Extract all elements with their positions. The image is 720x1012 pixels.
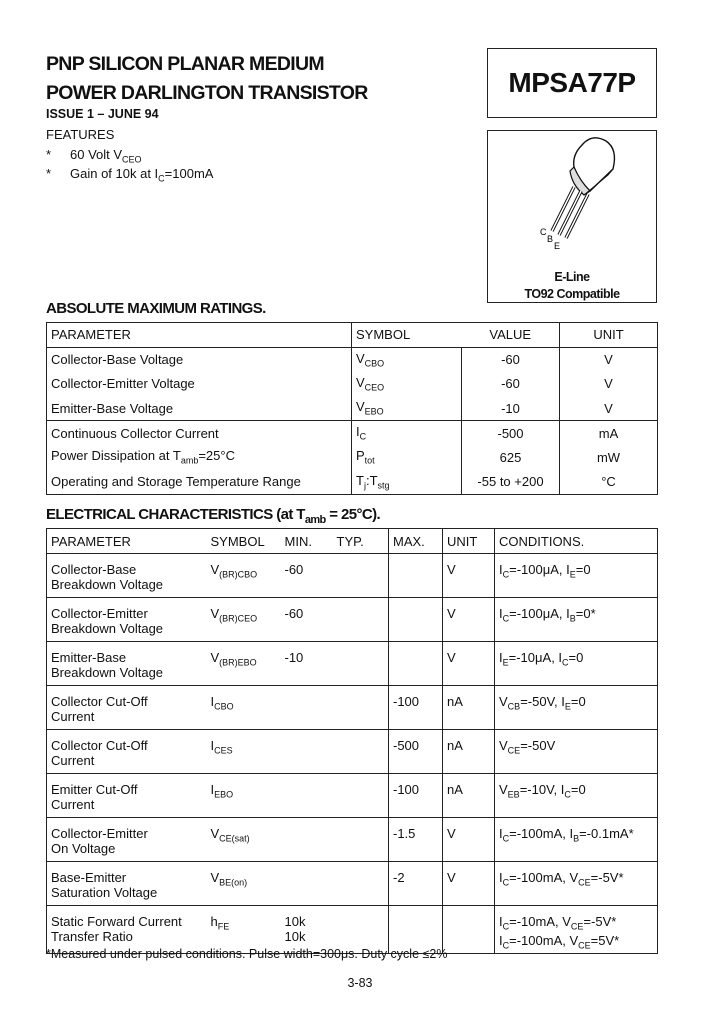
cell-max: -100 bbox=[389, 774, 443, 818]
condition-text: A, I bbox=[542, 650, 563, 665]
feature-bullet: * bbox=[46, 166, 52, 181]
subscript: B bbox=[569, 613, 576, 624]
cell-parameter bbox=[47, 598, 207, 642]
min-value: -10 bbox=[284, 650, 304, 665]
cell-value: -55 to +200 bbox=[462, 470, 560, 495]
condition-text: =-5V* bbox=[583, 914, 617, 929]
condition-text: =-50V, I bbox=[520, 694, 565, 709]
feature-sub: C bbox=[158, 173, 165, 184]
symbol-text: V bbox=[356, 350, 365, 366]
cell-min bbox=[281, 818, 333, 862]
condition-line bbox=[499, 607, 653, 626]
condition-text: =0* bbox=[575, 606, 596, 621]
condition-text: =-100mA, I bbox=[509, 826, 574, 841]
min-value-2: 10k bbox=[284, 928, 306, 944]
param-line-2: Current bbox=[51, 752, 95, 768]
param-line-2: Breakdown Voltage bbox=[51, 576, 164, 592]
abs-max-table bbox=[46, 322, 658, 495]
condition-text: =-50V bbox=[520, 738, 556, 753]
feature-item bbox=[46, 166, 213, 184]
elec-heading-text-end: = 25°C). bbox=[325, 506, 381, 523]
issue-line: ISSUE 1 – JUNE 94 bbox=[46, 107, 159, 121]
cell-conditions bbox=[495, 730, 658, 774]
footnote: *Measured under pulsed conditions. Pulse width=300μs. Duty cycle ≤2% bbox=[46, 947, 448, 961]
param-line-1: Static Forward Current bbox=[51, 914, 182, 929]
cell-conditions bbox=[495, 774, 658, 818]
feature-text: 60 Volt V bbox=[70, 147, 123, 162]
subscript: E bbox=[502, 657, 509, 668]
min-value: 10k bbox=[284, 914, 306, 929]
condition-text: I bbox=[499, 914, 503, 929]
min-value: -60 bbox=[284, 606, 304, 621]
condition-text: μ bbox=[542, 562, 551, 577]
subscript: EBO bbox=[364, 406, 384, 417]
cell-symbol bbox=[207, 642, 281, 686]
symbol-text: I bbox=[210, 782, 215, 797]
cell-typ bbox=[333, 686, 389, 730]
cell-typ bbox=[333, 862, 389, 906]
param-line-1: Collector-Base bbox=[51, 562, 137, 577]
symbol-text: V bbox=[356, 374, 365, 390]
symbol-text: I bbox=[210, 694, 215, 709]
param-line-1: Collector Cut-Off bbox=[51, 738, 148, 753]
condition-text: =0 bbox=[570, 782, 586, 797]
abs-max-heading: ABSOLUTE MAXIMUM RATINGS. bbox=[46, 300, 266, 317]
cell-min bbox=[281, 642, 333, 686]
cell-parameter: Operating and Storage Temperature Range bbox=[47, 470, 352, 495]
table-row bbox=[47, 862, 658, 906]
subscript: C bbox=[564, 789, 571, 800]
cell-symbol bbox=[207, 730, 281, 774]
cell-max bbox=[389, 598, 443, 642]
cell-unit: V bbox=[604, 376, 613, 392]
condition-text: =-0.1mA* bbox=[579, 826, 634, 841]
cell-symbol bbox=[207, 554, 281, 598]
condition-text: V bbox=[499, 782, 508, 797]
cell-parameter: Continuous Collector Current bbox=[47, 421, 352, 446]
condition-text: I bbox=[499, 650, 503, 665]
cell-conditions bbox=[495, 598, 658, 642]
table-row bbox=[47, 347, 658, 372]
feature-text: Gain of 10k at I bbox=[70, 166, 159, 181]
table-row bbox=[47, 554, 658, 598]
cell-max: -2 bbox=[389, 862, 443, 906]
condition-text: =0 bbox=[570, 694, 586, 709]
cell-unit: mA bbox=[560, 421, 658, 446]
subscript: C bbox=[502, 921, 510, 932]
cell-conditions bbox=[495, 642, 658, 686]
subscript: B bbox=[573, 833, 580, 844]
cell-symbol bbox=[207, 862, 281, 906]
cell-unit: V bbox=[443, 862, 495, 906]
table-row bbox=[47, 372, 658, 397]
condition-line bbox=[499, 783, 653, 802]
cell-conditions bbox=[495, 862, 658, 906]
cell-value: -10 bbox=[462, 396, 560, 421]
table-row bbox=[47, 445, 658, 470]
condition-line bbox=[499, 651, 653, 670]
condition-text: =-10 bbox=[508, 650, 536, 665]
cell-min bbox=[281, 686, 333, 730]
condition-text: μ bbox=[542, 606, 551, 621]
param-text-end: =25°C bbox=[198, 448, 235, 464]
cell-parameter: Collector-Emitter Voltage bbox=[47, 372, 352, 397]
condition-line bbox=[499, 934, 653, 953]
cell-typ bbox=[333, 554, 389, 598]
condition-text: I bbox=[499, 870, 503, 885]
subscript: CBO bbox=[364, 358, 385, 369]
title-line-1: PNP SILICON PLANAR MEDIUM bbox=[46, 53, 324, 75]
cell-symbol bbox=[352, 445, 462, 470]
subscript: (BR)CEO bbox=[219, 613, 258, 624]
condition-text: I bbox=[499, 606, 503, 621]
symbol-text: P bbox=[356, 448, 365, 464]
cell-symbol bbox=[352, 372, 462, 397]
subscript: E bbox=[569, 569, 576, 580]
table-row bbox=[47, 396, 658, 421]
condition-text: =-100mA, V bbox=[509, 933, 579, 949]
condition-text: =5V* bbox=[590, 933, 620, 949]
package-compat: TO92 Compatible bbox=[524, 287, 620, 301]
table-row bbox=[47, 818, 658, 862]
subscript: C bbox=[502, 613, 510, 624]
condition-text: V bbox=[499, 738, 508, 753]
cell-conditions bbox=[495, 686, 658, 730]
subscript: stg bbox=[377, 480, 390, 491]
header-min: MIN. bbox=[281, 529, 333, 554]
elec-heading-sub: amb bbox=[304, 514, 326, 526]
param-line-2: Breakdown Voltage bbox=[51, 620, 164, 636]
cell-conditions bbox=[495, 906, 658, 954]
cell-typ bbox=[333, 642, 389, 686]
cell-typ bbox=[333, 818, 389, 862]
param-line-2: Transfer Ratio bbox=[51, 928, 133, 944]
param-line-2: Saturation Voltage bbox=[51, 884, 158, 900]
header-unit: UNIT bbox=[560, 323, 658, 348]
cell-conditions bbox=[495, 554, 658, 598]
header-parameter: PARAMETER bbox=[47, 529, 207, 554]
condition-text: =-5V* bbox=[590, 870, 624, 885]
feature-after: =100mA bbox=[164, 166, 214, 181]
subscript: CB bbox=[507, 701, 521, 712]
cell-unit: V bbox=[443, 818, 495, 862]
cell-value: -60 bbox=[462, 372, 560, 397]
table-row bbox=[47, 730, 658, 774]
elec-heading-text: ELECTRICAL CHARACTERISTICS (at T bbox=[46, 506, 305, 523]
symbol-text: V bbox=[356, 399, 365, 415]
subscript: CE bbox=[578, 940, 591, 951]
param-line-1: Base-Emitter bbox=[51, 870, 127, 885]
param-line-2: Current bbox=[51, 796, 95, 812]
feature-sub: CEO bbox=[122, 154, 142, 165]
subscript: C bbox=[502, 940, 510, 951]
cell-symbol bbox=[207, 818, 281, 862]
title-line-2: POWER DARLINGTON TRANSISTOR bbox=[46, 82, 368, 104]
subscript: CBO bbox=[214, 701, 234, 712]
symbol-text: I bbox=[210, 738, 215, 753]
condition-text: =-100 bbox=[509, 562, 543, 577]
header-parameter: PARAMETER bbox=[47, 323, 352, 348]
condition-line bbox=[499, 915, 653, 934]
table-row bbox=[47, 598, 658, 642]
param-line-2: Breakdown Voltage bbox=[51, 664, 164, 680]
condition-line bbox=[499, 871, 653, 890]
cell-symbol bbox=[207, 774, 281, 818]
pin-label-b: B bbox=[547, 234, 554, 244]
condition-text: A, I bbox=[550, 606, 570, 621]
cell-unit: nA bbox=[443, 730, 495, 774]
param-line-2: Current bbox=[51, 708, 95, 724]
features-heading: FEATURES bbox=[46, 127, 115, 142]
cell-parameter bbox=[47, 686, 207, 730]
condition-text: I bbox=[499, 933, 503, 949]
cell-symbol bbox=[352, 396, 462, 421]
cell-symbol bbox=[352, 347, 462, 372]
condition-text: I bbox=[499, 826, 503, 841]
subscript: BE(on) bbox=[219, 877, 248, 888]
feature-bullet: * bbox=[46, 147, 52, 162]
page-number: 3-83 bbox=[347, 976, 373, 990]
param-line-1: Collector Cut-Off bbox=[51, 694, 148, 709]
cell-typ bbox=[333, 730, 389, 774]
cell-unit: V bbox=[443, 554, 495, 598]
symbol-text: V bbox=[210, 826, 220, 841]
table-row bbox=[47, 642, 658, 686]
cell-unit: V bbox=[443, 598, 495, 642]
table-row bbox=[47, 470, 658, 495]
part-number-box bbox=[487, 48, 657, 118]
subscript: C bbox=[502, 569, 510, 580]
cell-min bbox=[281, 598, 333, 642]
cell-parameter bbox=[47, 862, 207, 906]
cell-parameter bbox=[47, 445, 352, 470]
cell-max bbox=[389, 554, 443, 598]
subscript: j bbox=[363, 480, 366, 491]
subscript: tot bbox=[364, 456, 375, 467]
param-text: Power Dissipation at T bbox=[51, 448, 181, 464]
subscript: CE bbox=[507, 745, 521, 756]
cell-min bbox=[281, 774, 333, 818]
symbol-text: I bbox=[356, 424, 360, 440]
cell-max: -1.5 bbox=[389, 818, 443, 862]
cell-max: -100 bbox=[389, 686, 443, 730]
condition-text: =-100mA, V bbox=[509, 870, 579, 885]
elec-heading bbox=[46, 506, 380, 526]
cell-max bbox=[389, 642, 443, 686]
symbol-text: h bbox=[210, 914, 218, 929]
symbol-text: V bbox=[210, 650, 220, 665]
cell-unit: mW bbox=[596, 449, 621, 465]
subscript: CEO bbox=[364, 382, 385, 393]
param-line-1: Emitter Cut-Off bbox=[51, 782, 138, 797]
table-row bbox=[47, 686, 658, 730]
table-row bbox=[47, 421, 658, 446]
min-value: -60 bbox=[284, 562, 304, 577]
cell-min bbox=[281, 730, 333, 774]
symbol-text: V bbox=[210, 562, 220, 577]
param-line-2: On Voltage bbox=[51, 840, 116, 856]
subscript: E bbox=[564, 701, 571, 712]
header-symbol: SYMBOL bbox=[352, 323, 462, 348]
cell-symbol bbox=[207, 686, 281, 730]
condition-text: I bbox=[499, 562, 503, 577]
cell-unit: V bbox=[443, 642, 495, 686]
condition-line bbox=[499, 827, 653, 846]
condition-text: =0 bbox=[568, 650, 584, 665]
symbol-text: T bbox=[356, 472, 364, 488]
subscript: CE bbox=[578, 877, 591, 888]
condition-line bbox=[499, 695, 653, 714]
subscript: EBO bbox=[214, 789, 234, 800]
cell-unit: °C bbox=[601, 474, 616, 489]
cell-unit bbox=[443, 906, 495, 954]
subscript: EB bbox=[507, 789, 520, 800]
table-row bbox=[47, 774, 658, 818]
cell-conditions bbox=[495, 818, 658, 862]
cell-parameter bbox=[47, 818, 207, 862]
subscript: C bbox=[502, 877, 510, 888]
condition-line bbox=[499, 563, 653, 582]
cell-unit: nA bbox=[443, 774, 495, 818]
header-unit: UNIT bbox=[443, 529, 495, 554]
condition-text: μ bbox=[535, 650, 543, 665]
cell-symbol bbox=[352, 470, 462, 495]
cell-unit: V bbox=[604, 400, 613, 416]
cell-symbol bbox=[352, 421, 462, 446]
symbol-text: V bbox=[210, 606, 220, 621]
table-header-row bbox=[47, 323, 658, 348]
header-typ: TYP. bbox=[333, 529, 389, 554]
subscript: FE bbox=[217, 921, 230, 932]
header-max: MAX. bbox=[389, 529, 443, 554]
cell-value: -60 bbox=[462, 347, 560, 372]
subscript: C bbox=[359, 431, 367, 442]
cell-min bbox=[281, 862, 333, 906]
header-value: VALUE bbox=[462, 323, 560, 348]
condition-line bbox=[499, 739, 653, 758]
condition-text: =-10mA, V bbox=[509, 914, 571, 929]
cell-max: -500 bbox=[389, 730, 443, 774]
subscript: (BR)CBO bbox=[219, 569, 258, 580]
subscript: (BR)EBO bbox=[219, 657, 257, 668]
condition-text: V bbox=[499, 694, 508, 709]
subscript: CE(sat) bbox=[219, 833, 250, 844]
cell-unit: V bbox=[604, 352, 613, 367]
cell-parameter bbox=[47, 642, 207, 686]
subscript: CES bbox=[214, 745, 233, 756]
part-number: MPSA77P bbox=[508, 67, 636, 98]
cell-value: -500 bbox=[462, 421, 560, 446]
elec-table bbox=[46, 528, 658, 954]
document-title bbox=[46, 50, 368, 108]
header-symbol: SYMBOL bbox=[207, 529, 281, 554]
cell-unit: nA bbox=[443, 686, 495, 730]
cell-min bbox=[281, 554, 333, 598]
table-header-row bbox=[47, 529, 658, 554]
subscript: C bbox=[562, 657, 569, 668]
cell-parameter bbox=[47, 730, 207, 774]
package-name: E-Line bbox=[554, 270, 590, 284]
cell-parameter: Emitter-Base Voltage bbox=[47, 396, 352, 421]
cell-parameter bbox=[47, 774, 207, 818]
feature-item bbox=[46, 147, 142, 165]
subscript: amb bbox=[180, 456, 199, 467]
cell-symbol bbox=[207, 598, 281, 642]
condition-text: A, I bbox=[550, 562, 570, 577]
cell-parameter: Collector-Base Voltage bbox=[47, 347, 352, 372]
param-line-1: Collector-Emitter bbox=[51, 606, 148, 621]
cell-typ bbox=[333, 598, 389, 642]
condition-text: =-100 bbox=[509, 606, 543, 621]
pin-label-c: C bbox=[540, 227, 547, 237]
symbol-text-2: :T bbox=[365, 472, 378, 488]
subscript: CE bbox=[570, 921, 584, 932]
cell-value: 625 bbox=[462, 445, 560, 470]
symbol-text: V bbox=[210, 870, 220, 885]
condition-text: =0 bbox=[575, 562, 591, 577]
condition-text: =-10V, I bbox=[519, 782, 565, 797]
subscript: C bbox=[502, 833, 510, 844]
cell-parameter bbox=[47, 554, 207, 598]
param-line-1: Emitter-Base bbox=[51, 650, 127, 665]
header-conditions: CONDITIONS. bbox=[495, 529, 658, 554]
cell-typ bbox=[333, 774, 389, 818]
param-line-1: Collector-Emitter bbox=[51, 826, 148, 841]
pin-label-e: E bbox=[554, 241, 561, 251]
